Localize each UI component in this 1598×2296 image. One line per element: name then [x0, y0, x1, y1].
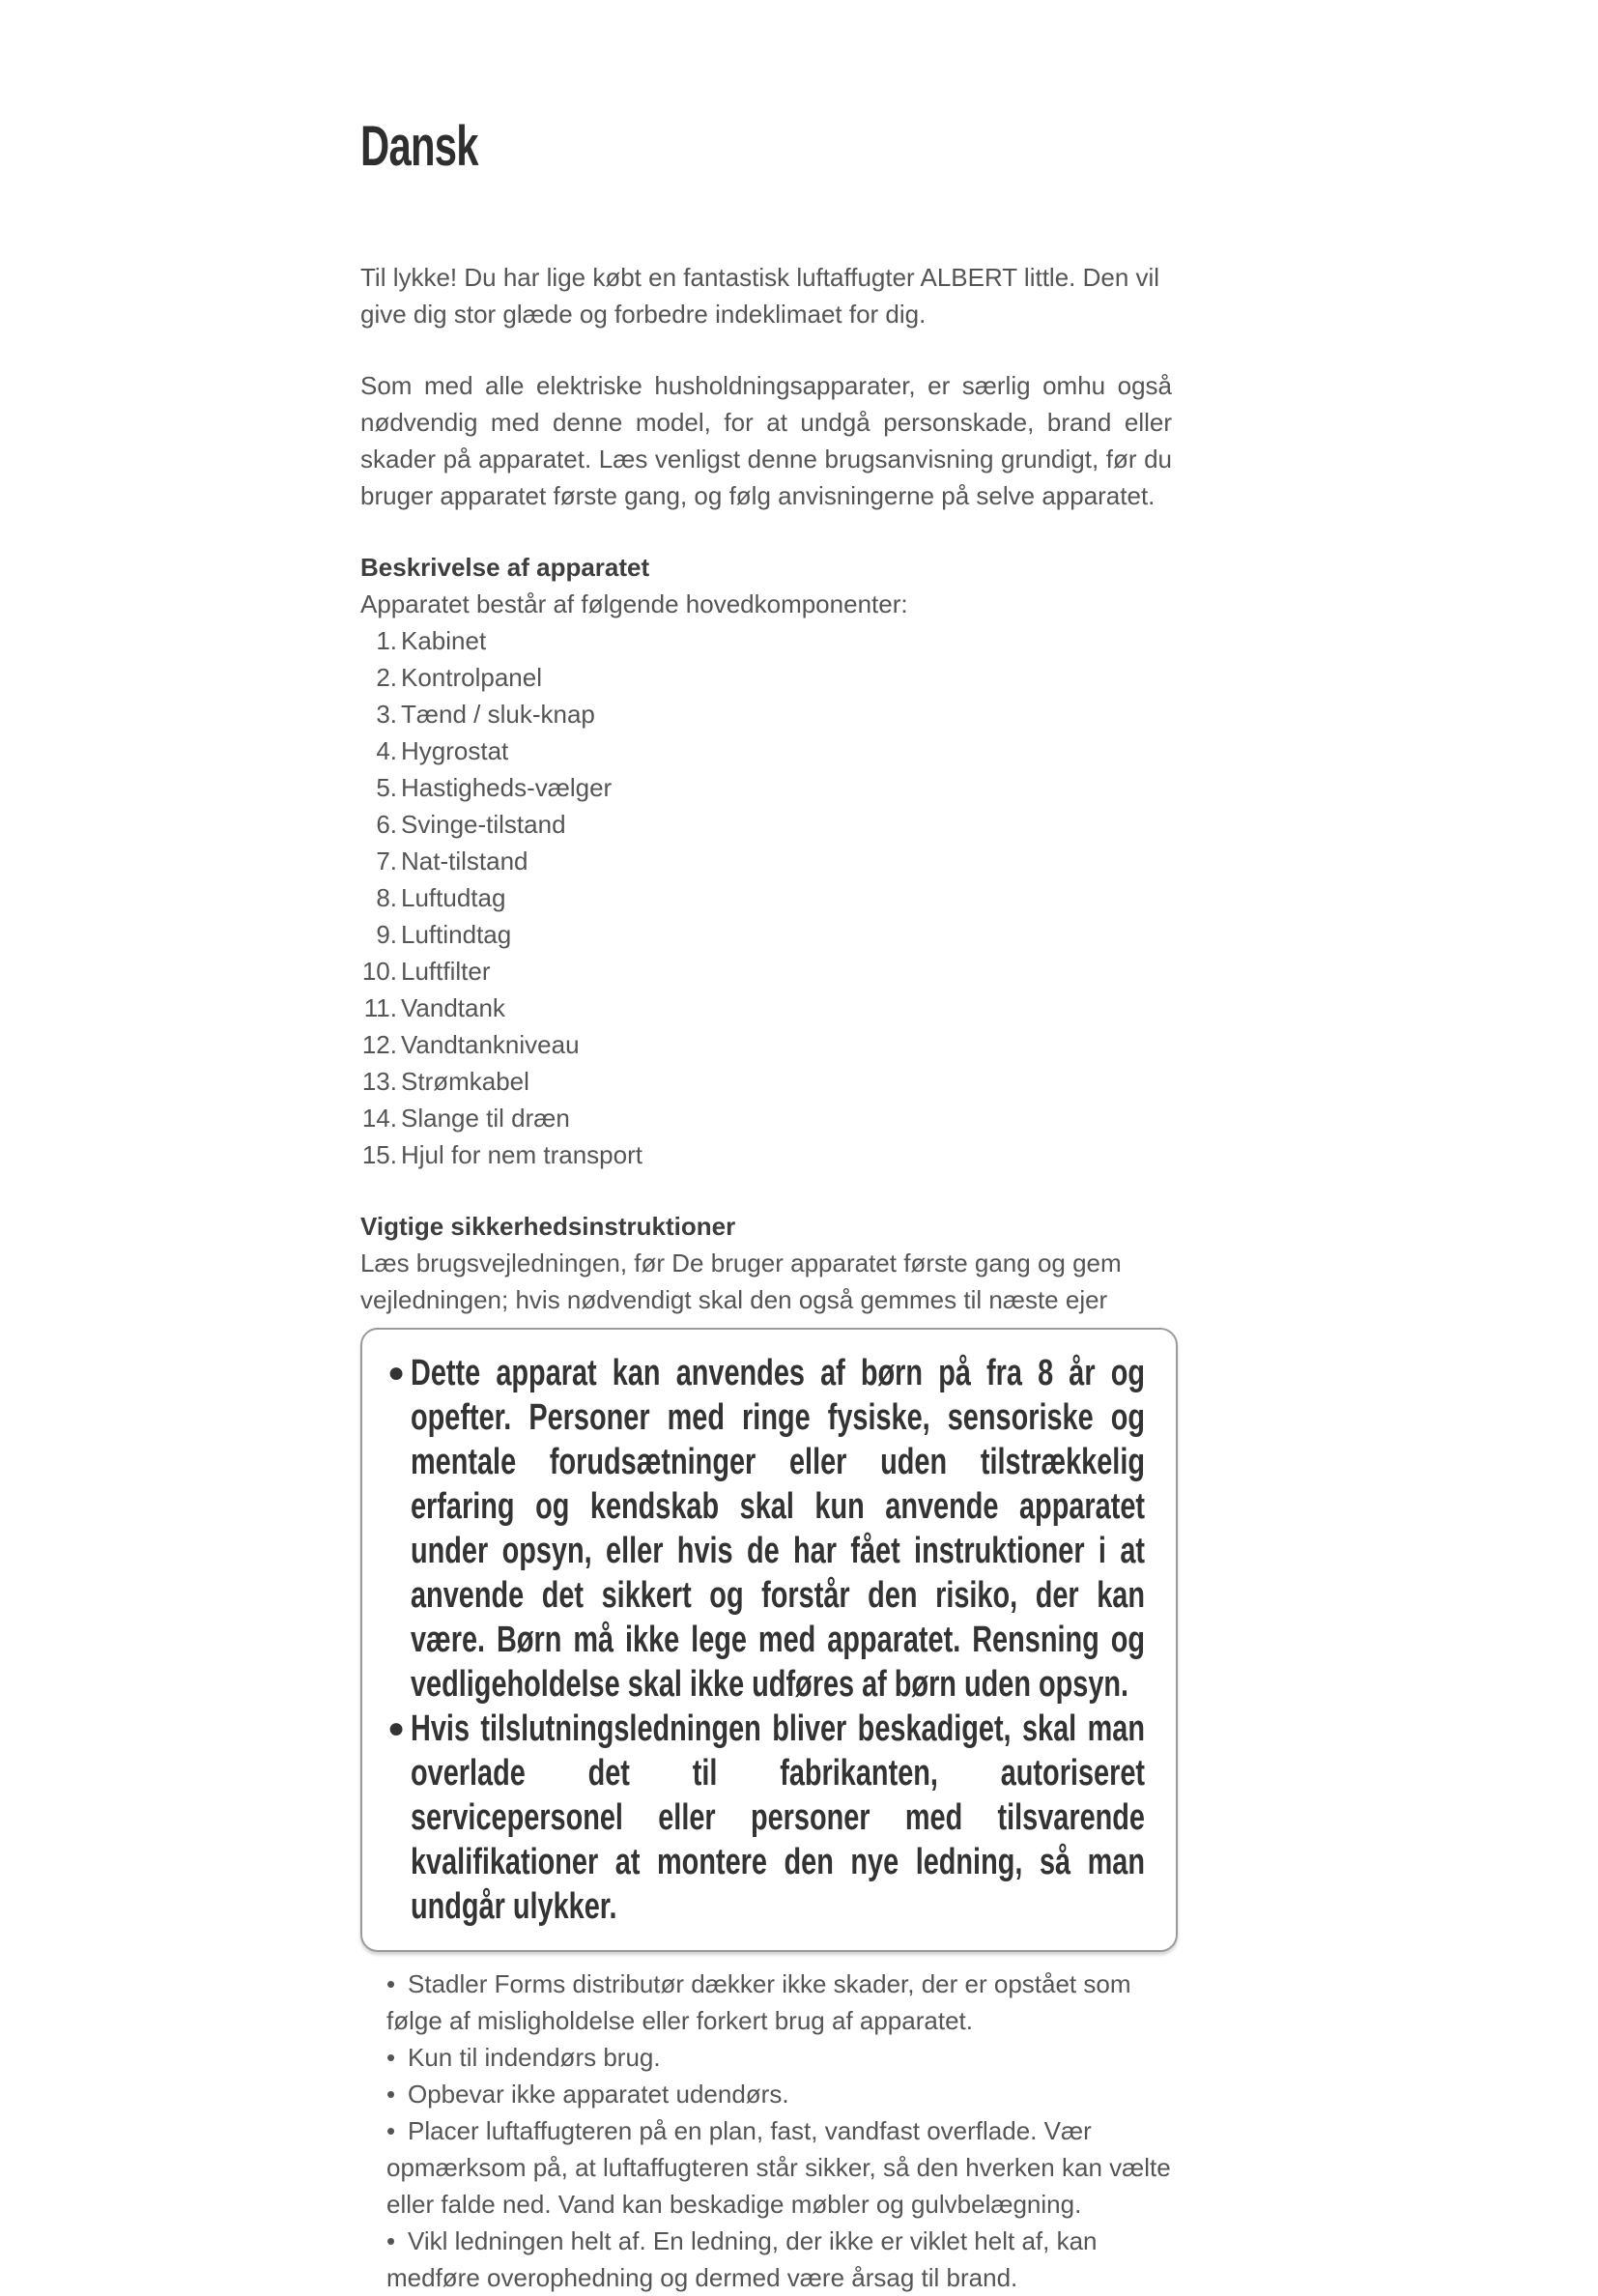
component-number: 4.	[376, 736, 397, 765]
warning-item	[387, 1351, 1151, 1707]
list-item	[360, 769, 1172, 806]
component-number: 5.	[376, 773, 397, 802]
warning-item	[387, 1707, 1151, 1929]
list-item	[360, 990, 1172, 1026]
component-number: 10.	[361, 957, 397, 986]
bullet-icon: •	[386, 2043, 396, 2072]
component-number: 12.	[361, 1030, 397, 1059]
component-number: 3.	[376, 700, 397, 729]
component-label: Svinge-tilstand	[401, 810, 566, 839]
component-number: 11.	[363, 993, 397, 1022]
bullet-icon: •	[386, 2080, 396, 2109]
list-item	[360, 659, 1172, 696]
bullet-icon: ●	[387, 1712, 406, 1744]
component-number: 15.	[361, 1140, 397, 1169]
care-paragraph: Som med alle elektriske husholdningsapparater, er særlig omhu også nødvendig med denne model, for at undgå personskade, brand eller skader på apparatet. Læs venligst denne brugsanvisning grundigt, før du bruger apparatet første gang, og følg anvisningerne på selve apparatet.	[360, 371, 1172, 510]
safety-notes	[360, 1966, 1172, 2296]
bullet-icon: •	[386, 1969, 396, 1998]
list-item	[360, 696, 1172, 732]
list-item	[386, 2039, 1172, 2076]
component-label: Hjul for nem transport	[401, 1140, 642, 1169]
note-text: Kun til indendørs brug.	[408, 2043, 661, 2072]
component-label: Luftfilter	[401, 957, 491, 986]
component-number: 2.	[376, 663, 397, 692]
component-label: Kontrolpanel	[401, 663, 542, 692]
description-heading: Beskrivelse af apparatet	[360, 553, 650, 582]
bullet-icon: •	[386, 2226, 396, 2255]
component-number: 7.	[376, 847, 397, 875]
list-item	[360, 843, 1172, 879]
component-label: Slange til dræn	[401, 1104, 570, 1133]
component-label: Tænd / sluk-knap	[401, 700, 595, 729]
list-item	[360, 1063, 1172, 1100]
note-text: Placer luftaffugteren på en plan, fast, vandfast overflade. Vær opmærksom på, at luftaffugteren står sikker, så den hverken kan vælte eller falde ned. Vand kan beskadige møbler og gulvbelægning.	[386, 2116, 1171, 2219]
component-label: Hygrostat	[401, 736, 509, 765]
list-item	[360, 1100, 1172, 1136]
component-label: Kabinet	[401, 626, 487, 655]
list-item	[360, 806, 1172, 843]
component-label: Hastigheds-vælger	[401, 773, 613, 802]
page-title: Dansk	[360, 115, 478, 178]
list-item	[360, 953, 1172, 990]
list-item	[386, 1966, 1172, 2039]
component-number: 13.	[361, 1067, 397, 1096]
component-label: Strømkabel	[401, 1067, 529, 1096]
list-item	[386, 2223, 1172, 2296]
intro-paragraph: Til lykke! Du har lige købt en fantastisk luftaffugter ALBERT little. Den vil give dig stor glæde og forbedre indeklimaet for dig.	[360, 263, 1160, 329]
list-item	[386, 2112, 1172, 2223]
component-label: Vandtank	[401, 993, 505, 1022]
component-label: Luftudtag	[401, 883, 506, 912]
list-item	[360, 1136, 1172, 1173]
component-list	[360, 622, 1172, 1173]
safety-intro: Læs brugsvejledningen, før De bruger apparatet første gang og gem vejledningen; hvis nødvendigt skal den også gemmes til næste ejer	[360, 1248, 1122, 1314]
list-item	[360, 879, 1172, 916]
component-number: 1.	[376, 626, 397, 655]
component-number: 9.	[376, 920, 397, 949]
note-text: Stadler Forms distributør dækker ikke skader, der er opstået som følge af misligholdelse eller forkert brug af apparatet.	[386, 1969, 1131, 2035]
component-number: 14.	[361, 1104, 397, 1133]
safety-heading: Vigtige sikkerhedsinstruktioner	[360, 1212, 736, 1241]
note-text: Vikl ledningen helt af. En ledning, der ikke er viklet helt af, kan medføre overophedning og dermed være årsag til brand.	[386, 2226, 1098, 2292]
component-label: Vandtankniveau	[401, 1030, 580, 1059]
component-label: Nat-tilstand	[401, 847, 528, 875]
component-label: Luftindtag	[401, 920, 512, 949]
warning-text: Dette apparat kan anvendes af børn på fra 8 år og opefter. Personer med ringe fysiske, sensoriske og mentale forudsætninger eller uden tilstrækkelig erfaring og kendskab skal kun anvende apparatet under opsyn, eller hvis de har fået instruktioner i at anvende det sikkert og forstår den risiko, der kan være. Børn må ikke lege med apparatet. Rensning og vedligeholdelse skal ikke udføres af børn uden opsyn.	[411, 1353, 1145, 1705]
page-content	[360, 259, 1172, 2296]
component-number: 8.	[376, 883, 397, 912]
list-item	[386, 2076, 1172, 2112]
description-intro: Apparatet består af følgende hovedkomponenter:	[360, 589, 908, 618]
list-item	[360, 732, 1172, 769]
list-item	[360, 622, 1172, 659]
list-item	[360, 916, 1172, 953]
warning-box	[360, 1328, 1178, 1952]
list-item	[360, 1026, 1172, 1063]
component-number: 6.	[376, 810, 397, 839]
bullet-icon: •	[386, 2116, 396, 2145]
warning-text: Hvis tilslutningsledningen bliver beskadiget, skal man overlade det til fabrikanten, autoriseret servicepersonel eller personer med tilsvarende kvalifikationer at montere den nye ledning, så man undgår ulykker.	[411, 1708, 1145, 1927]
note-text: Opbevar ikke apparatet udendørs.	[408, 2080, 789, 2109]
bullet-icon: ●	[387, 1357, 406, 1389]
